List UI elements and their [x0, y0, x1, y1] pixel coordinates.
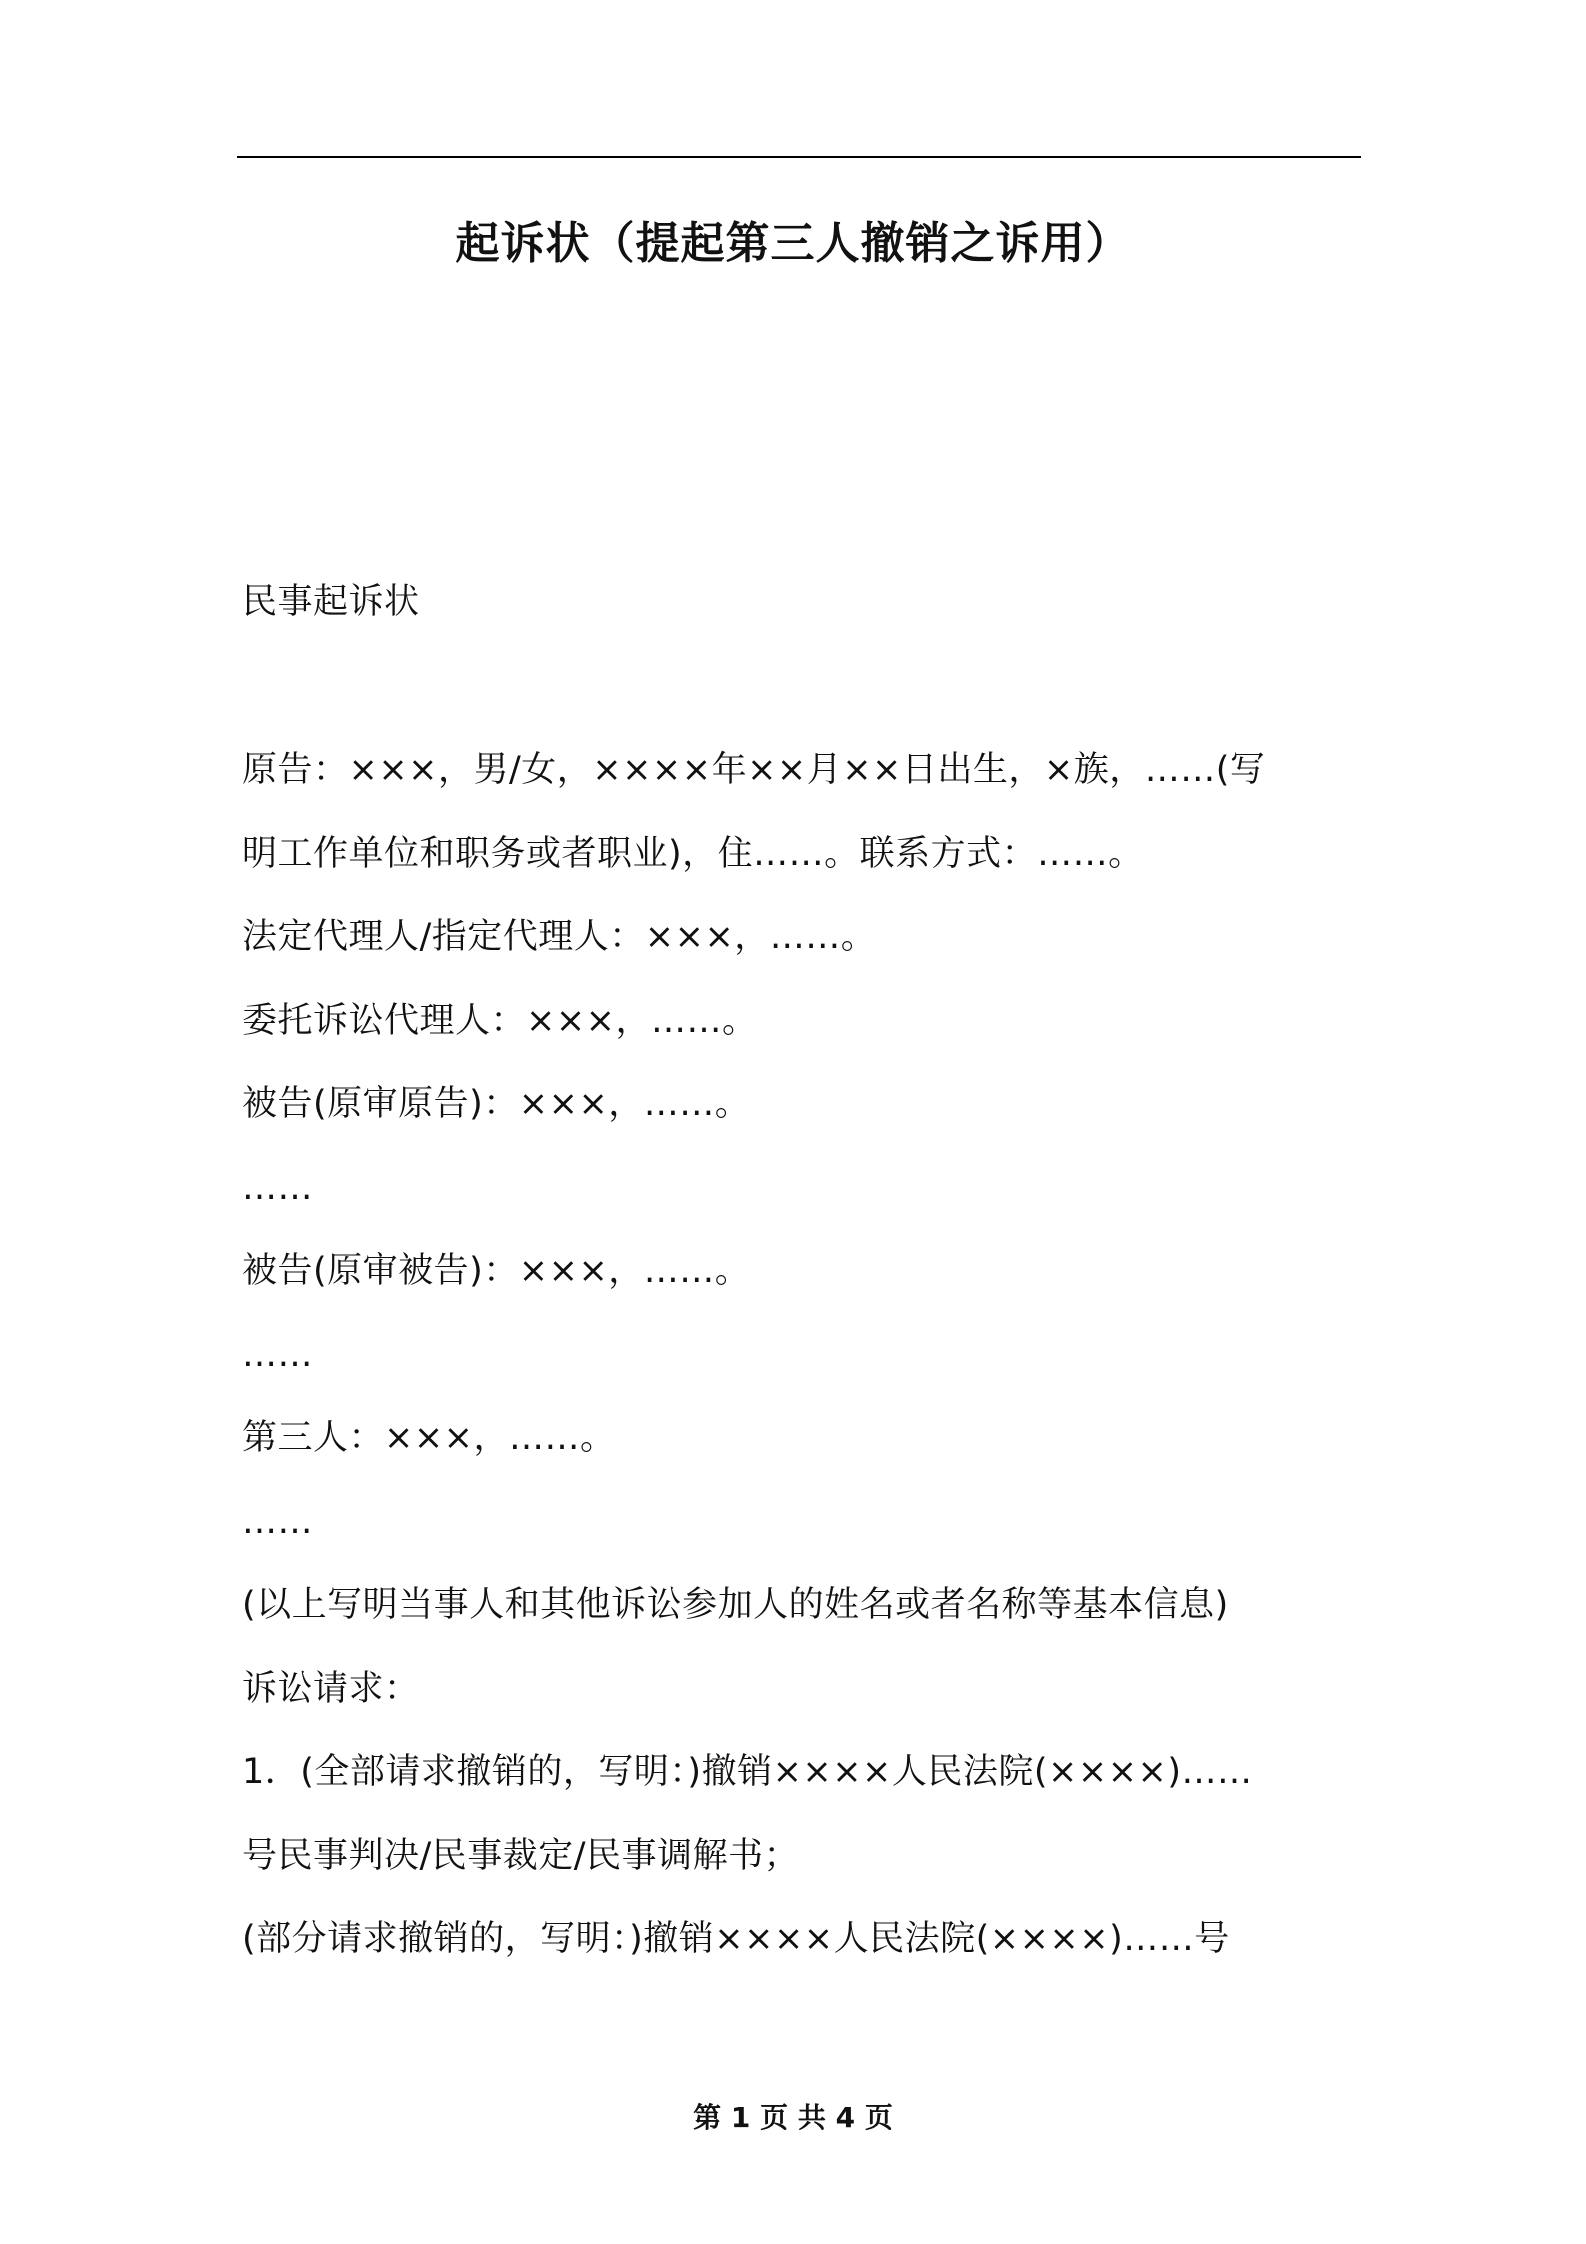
- body-line: ……: [242, 1502, 313, 1542]
- body-line: 被告(原审原告)：×××，……。: [242, 1084, 751, 1124]
- body-line: 1．(全部请求撤销的，写明：)撤销××××人民法院(××××)……: [242, 1752, 1253, 1792]
- body-line: 明工作单位和职务或者职业)，住……。联系方式：……。: [242, 834, 1144, 874]
- body-line: ……: [242, 1335, 313, 1375]
- header-rule: [237, 156, 1361, 158]
- body-line: 被告(原审被告)：×××，……。: [242, 1251, 751, 1291]
- body-line: 原告：×××，男/女，××××年××月××日出生，×族，……(写: [242, 750, 1266, 790]
- body-line: (以上写明当事人和其他诉讼参加人的姓名或者名称等基本信息): [242, 1585, 1229, 1625]
- body-line: 号民事判决/民事裁定/民事调解书；: [242, 1836, 800, 1876]
- body-line: 第三人：×××，……。: [242, 1418, 616, 1458]
- page-number-footer: 第 1 页 共 4 页: [693, 2101, 893, 2134]
- section-heading: 民事起诉状: [242, 582, 420, 622]
- body-line: ……: [242, 1168, 313, 1208]
- body-line: 法定代理人/指定代理人：×××，……。: [242, 917, 877, 957]
- document-title: 起诉状（提起第三人撤销之诉用）: [455, 218, 1131, 269]
- body-line: (部分请求撤销的，写明：)撤销××××人民法院(××××)……号: [242, 1919, 1230, 1959]
- body-line: 委托诉讼代理人：×××，……。: [242, 1001, 758, 1041]
- body-line: 诉讼请求：: [242, 1669, 420, 1709]
